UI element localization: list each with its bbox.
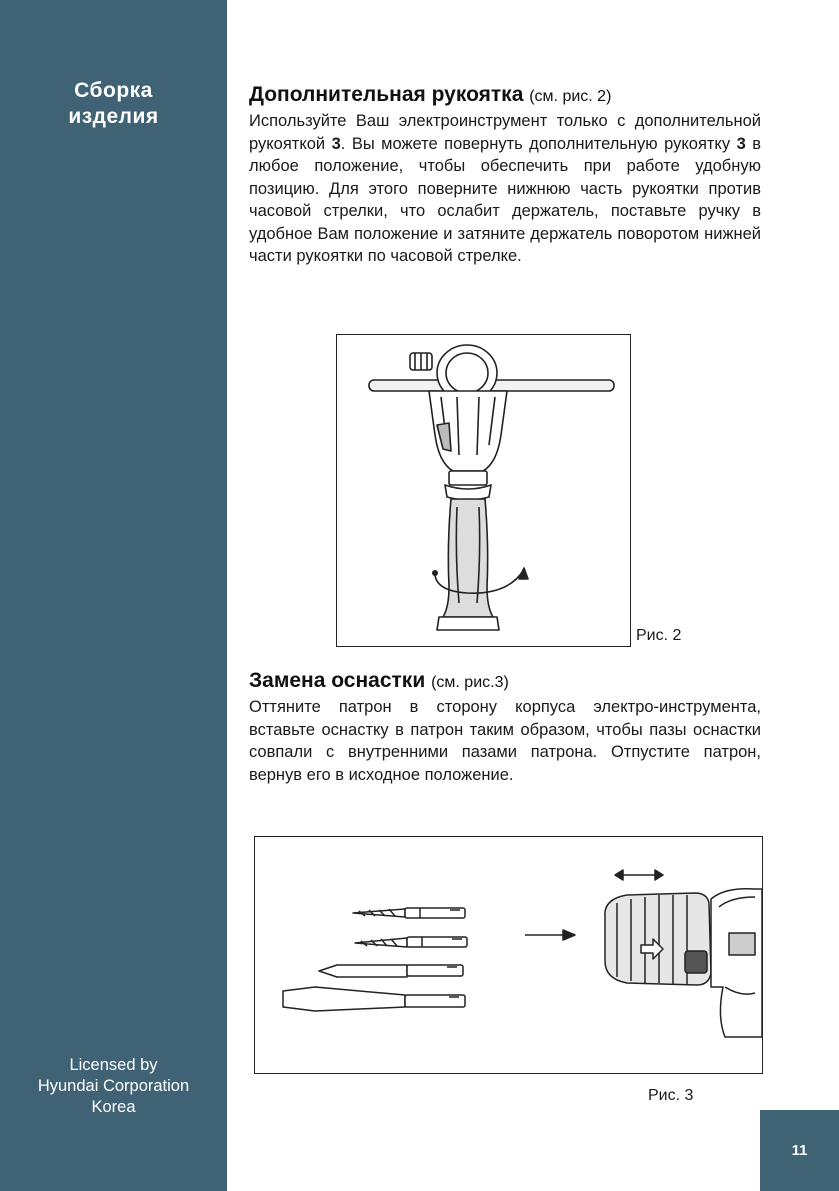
flat-chisel — [283, 987, 465, 1011]
heading-tool-change-ref: (см. рис.3) — [431, 674, 509, 691]
figure-2 — [336, 334, 631, 647]
drill-bit-2 — [355, 937, 467, 947]
rotation-start-dot — [432, 570, 438, 576]
handle-number-1: 3 — [331, 134, 341, 153]
pointed-chisel — [319, 965, 463, 977]
paragraph-part-b: . Вы можете повернуть дополнительную рукоятку — [340, 134, 737, 153]
heading-tool-change-title: Замена оснастки — [249, 669, 426, 692]
license-line3: Korea — [91, 1098, 136, 1116]
handle-illustration — [337, 335, 630, 646]
heading-auxiliary-handle-title: Дополнительная рукоятка — [249, 83, 524, 106]
heading-auxiliary-handle-ref: (см. рис. 2) — [529, 88, 612, 105]
figure-3 — [254, 836, 763, 1074]
page-number: 11 — [760, 1110, 839, 1191]
section-tool-change — [249, 668, 761, 786]
heading-tool-change — [249, 668, 761, 696]
license-line1: Licensed by — [69, 1056, 158, 1074]
section-title-line2: изделия — [68, 105, 159, 128]
handle-number-2: 3 — [736, 134, 746, 153]
drill-bit-1 — [353, 908, 465, 918]
section-title-line1: Сборка — [74, 79, 153, 102]
paragraph-part-a: Используйте Ваш электроинструмент только с дополнительной рукояткой — [249, 112, 761, 153]
section-auxiliary-handle — [249, 82, 761, 268]
paragraph-auxiliary-handle — [249, 110, 761, 268]
sidebar — [0, 0, 227, 1191]
section-title — [0, 78, 227, 130]
license-note — [0, 1055, 227, 1118]
paragraph-part-c: в любое положение, чтобы обеспечить при работе удобную позицию. Для этого поверните нижнюю часть рукоятки против часовой стрелки, что ослабит держатель, поставьте ручку в удобное Вам положение и затяните держатель поворотом нижней части рукоятки по часовой стрелке. — [249, 134, 761, 265]
figure-3-caption: Рис. 3 — [648, 1087, 694, 1104]
license-line2: Hyundai Corporation — [37, 1077, 190, 1095]
figure-2-caption: Рис. 2 — [636, 627, 682, 644]
paragraph-tool-change: Оттяните патрон в сторону корпуса электро-инструмента, вставьте оснастку в патрон таким образом, чтобы пазы оснастки совпали с внутренними пазами патрона. Отпустите патрон, вернув его в исходное положение. — [249, 698, 761, 784]
heading-auxiliary-handle — [249, 82, 761, 110]
tool-change-illustration — [255, 837, 762, 1073]
